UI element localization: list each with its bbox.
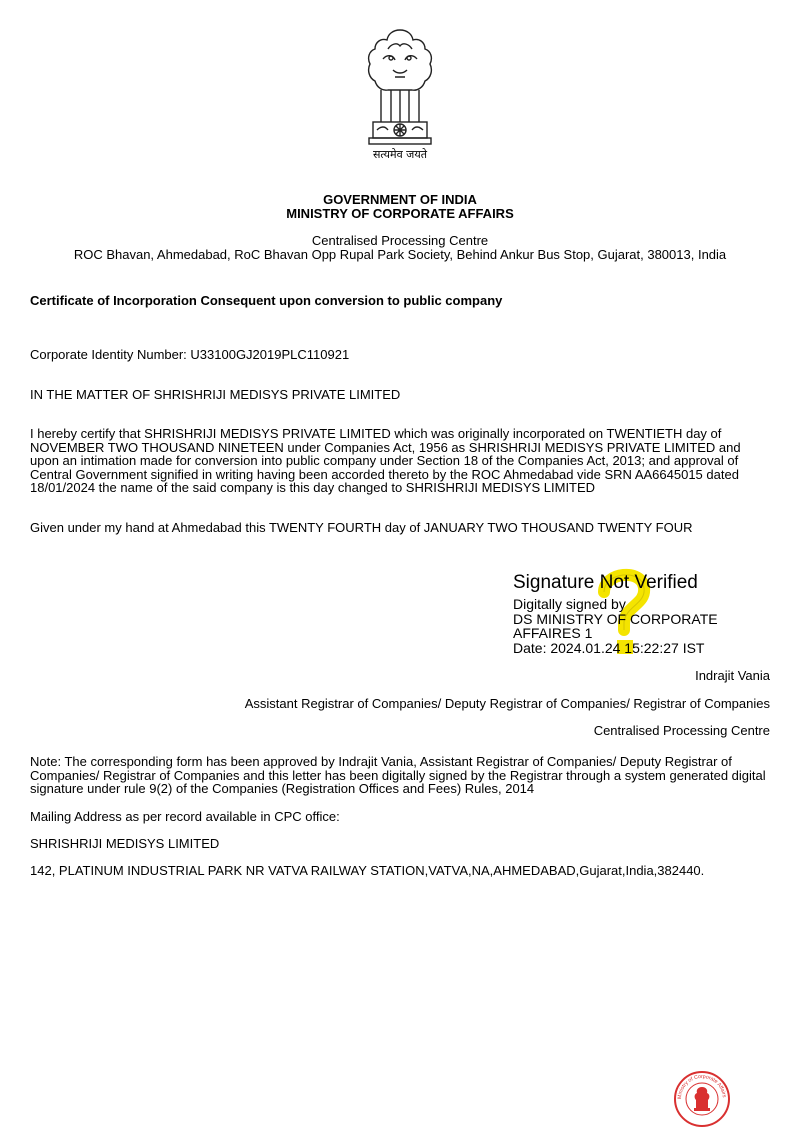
certificate-title: Certificate of Incorporation Consequent upon conversion to public company: [30, 293, 503, 308]
signature-status: Signature Not Verified: [513, 572, 698, 593]
mailing-address: 142, PLATINUM INDUSTRIAL PARK NR VATVA RAILWAY STATION,VATVA,NA,AHMEDABAD,Gujarat,India,382440.: [30, 863, 705, 878]
office-address: ROC Bhavan, Ahmedabad, RoC Bhavan Opp Rupal Park Society, Behind Ankur Bus Stop, Gujarat, 380013, India: [73, 247, 727, 262]
signatory-office: Centralised Processing Centre: [593, 723, 770, 738]
signer-name: DS MINISTRY OF CORPORATE: [513, 610, 718, 627]
mailing-company-name: SHRISHRIJI MEDISYS LIMITED: [30, 836, 220, 851]
signer-name-continued: AFFAIRES 1: [513, 625, 593, 641]
office-block: [0, 234, 800, 262]
office-name: Centralised Processing Centre: [311, 233, 489, 248]
digital-signature-block: [513, 572, 783, 655]
signature-date: Date: 2024.01.24 15:22:27 IST: [513, 639, 705, 656]
government-title: GOVERNMENT OF INDIA: [323, 192, 477, 207]
mailing-address-label: Mailing Address as per record available in CPC office:: [30, 809, 340, 824]
emblem-motto: सत्यमेव जयते: [372, 148, 427, 161]
signatory-designation: Assistant Registrar of Companies/ Deputy Registrar of Companies/ Registrar of Companies: [244, 696, 770, 711]
certification-paragraph: I hereby certify that SHRISHRIJI MEDISYS PRIVATE LIMITED which was originally incorporated on TWENTIETH day of NOVEMBER TWO THOUSAND NINETEEN under Companies Act, 1956 as SHRISHRIJI MEDISYS PRIVATE LIMITED and upon an intimation made for conversion into public company under Section 18 of the Companies Act, 2013; and approval of Central Government signified in writing having been accorded thereto by the ROC Ahmedabad vide SRN AA6645015 dated 18/01/2024 the name of the said company is this day changed to SHRISHRIJI MEDISYS LIMITED: [30, 426, 741, 495]
signed-by-label: Digitally signed by: [513, 596, 626, 612]
ministry-title: MINISTRY OF CORPORATE AFFAIRS: [286, 206, 514, 221]
matter-line: IN THE MATTER OF SHRISHRIJI MEDISYS PRIVATE LIMITED: [30, 387, 401, 402]
ministry-seal-icon: [673, 1070, 731, 1128]
seal-text: Ministry of Corporate Affairs: [676, 1073, 727, 1100]
national-emblem-icon: [355, 24, 445, 164]
corporate-identity-number: Corporate Identity Number: U33100GJ2019PLC110921: [30, 347, 350, 362]
note-paragraph: Note: The corresponding form has been approved by Indrajit Vania, Assistant Registrar of Companies/ Deputy Registrar of Companies/ Registrar of Companies and this letter has been digitally signed by the Registrar through a system generated digital signature under rule 9(2) of the Companies (Registration Offices and Fees) Rules, 2014: [30, 754, 766, 796]
given-under-hand-line: Given under my hand at Ahmedabad this TWENTY FOURTH day of JANUARY TWO THOUSAND TWENTY FOUR: [30, 520, 693, 535]
signatory-name: Indrajit Vania: [695, 668, 770, 683]
issuing-authority: [0, 193, 800, 221]
